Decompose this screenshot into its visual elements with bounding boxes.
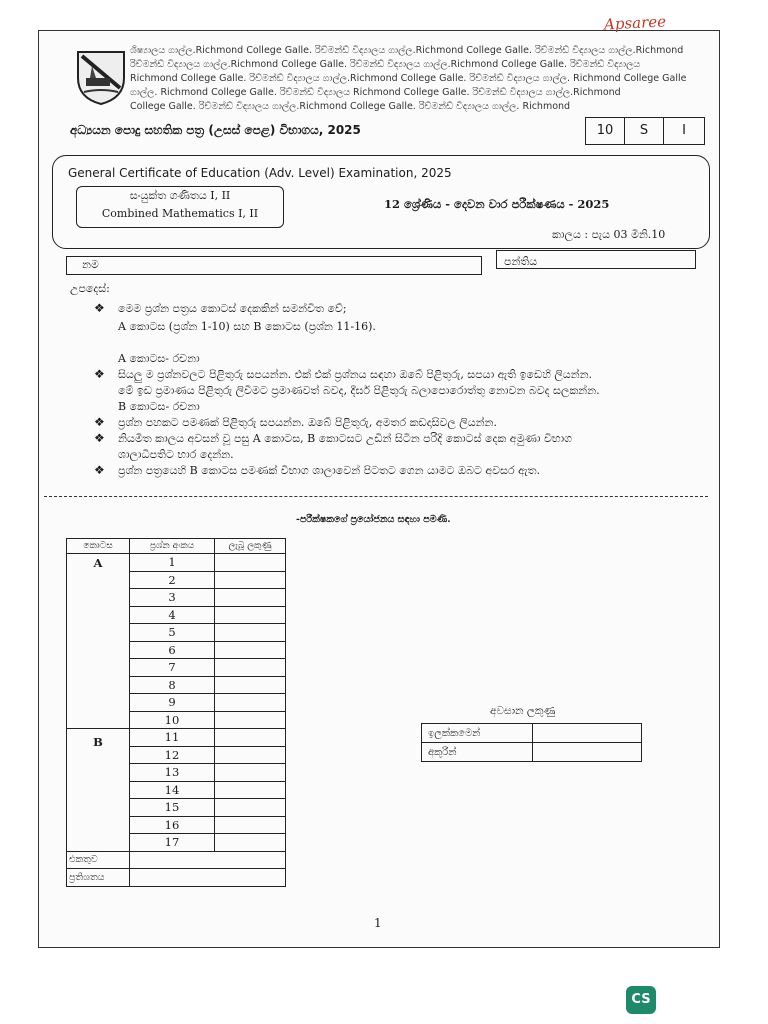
certificate-title: General Certificate of Education (Adv. Level) Examination, 2025 [68, 166, 452, 180]
question-number: 17 [130, 834, 215, 852]
final-marks-table [421, 723, 642, 762]
marks-cell[interactable] [215, 781, 286, 799]
instruction-line: ශාලාධිපතිට භාර දෙන්න. [118, 448, 234, 461]
name-label: නම [82, 258, 99, 271]
header-question-no: ප්‍රශ්න අංකය [130, 539, 215, 554]
subject-sinhala: සංයුක්ත ගණිතය I, II [129, 189, 231, 202]
total-cell[interactable] [130, 851, 286, 869]
exam-duration: කාලය : පැය 03 මිනි.10 [552, 228, 666, 241]
subject-english: Combined Mathematics I, II [101, 207, 259, 220]
question-number: 6 [130, 641, 215, 659]
instruction-line: B කොටස- රචනා [118, 400, 200, 413]
bullet-icon: ❖ [94, 431, 105, 445]
marks-cell[interactable] [215, 676, 286, 694]
marks-cell[interactable] [215, 659, 286, 677]
paper-code-medium: S [625, 118, 664, 144]
handwritten-name: Apsaree [603, 12, 667, 34]
part-a-label: A [67, 554, 130, 729]
instruction-line: නියමිත කාලය අවසන් වූ පසු A කොටස, B කොටසට උඩින් සිටින පරිදි කොටස් දෙක අමුණා විභාග [118, 432, 572, 445]
page-number: 1 [374, 916, 382, 930]
total-label: එකතුව [67, 851, 130, 869]
school-banner [130, 44, 708, 114]
bullet-icon: ❖ [94, 415, 105, 429]
marks-cell[interactable] [215, 799, 286, 817]
table-row [422, 743, 642, 762]
instruction-line: මෙම ප්‍රශ්න පත්‍රය කොටස් දෙකකින් සමන්විත වේ; [118, 302, 347, 315]
marks-cell[interactable] [215, 694, 286, 712]
paper-code-box [585, 117, 705, 145]
banner-line: College Galle. රිච්මන්ඩ් විද්‍යාලය ගාල්ල.Richmond College Galle. රිච්මන්ඩ් විද්‍යාලය ගාල්ල. Richmond [130, 101, 571, 112]
instructions-heading: උපදෙස්: [70, 282, 110, 295]
term-test-title: 12 ශ්‍රේණිය - දෙවන වාර පරීක්ෂණය - 2025 [384, 197, 610, 211]
camscanner-badge-icon: CS [626, 986, 656, 1014]
marks-cell[interactable] [215, 606, 286, 624]
banner-line: ශිෂ්‍යාලය ගාල්ල.Richmond College Galle. රිච්මන්ඩ් විද්‍යාලය ගාල්ල.Richmond College Galle. රිච්මන්ඩ් විද්‍යාලය ගාල්ල.Richmond [130, 45, 684, 56]
question-number: 9 [130, 694, 215, 712]
in-words-label: අකුරින් [422, 743, 533, 762]
table-row [67, 554, 286, 572]
in-numbers-label: ඉලක්කමෙන් [422, 724, 533, 743]
marks-cell[interactable] [215, 641, 286, 659]
instruction-line: A කොටස (ප්‍රශ්න 1-10) සහ B කොටස (ප්‍රශ්න 11-16). [118, 320, 376, 333]
marks-cell[interactable] [215, 554, 286, 572]
question-number: 4 [130, 606, 215, 624]
marks-cell[interactable] [215, 816, 286, 834]
class-field[interactable] [496, 250, 696, 269]
examiner-note: -පරීක්ෂකගේ ප්‍රයෝජනය සඳහා පමණි. [296, 514, 451, 525]
question-number: 2 [130, 571, 215, 589]
marks-cell[interactable] [215, 711, 286, 729]
paper-code-paper: I [682, 123, 686, 138]
question-number: 8 [130, 676, 215, 694]
header-marks: ලැබූ ලකුණු [215, 539, 286, 554]
percentage-row [67, 869, 286, 887]
banner-line: ගාල්ල. Richmond College Galle. රිච්මන්ඩ් විද්‍යාලය Richmond College Galle. රිච්මන්ඩ් විද්‍යාලය ගාල්ල.Richmond [130, 87, 621, 98]
banner-line: රිච්මන්ඩ් විද්‍යාලය ගාල්ල.Richmond College Galle. රිච්මන්ඩ් විද්‍යාලය ගාල්ල.Richmond College Galle. රිච්මන්ඩ් විද්‍යාලය [130, 59, 641, 70]
marks-cell[interactable] [215, 764, 286, 782]
question-number: 1 [130, 554, 215, 572]
question-number: 3 [130, 589, 215, 607]
name-field[interactable] [66, 256, 482, 275]
question-number: 10 [130, 711, 215, 729]
marks-cell[interactable] [215, 571, 286, 589]
marks-cell[interactable] [215, 834, 286, 852]
bullet-icon: ❖ [94, 463, 105, 477]
in-words-field[interactable] [533, 743, 642, 762]
question-number: 16 [130, 816, 215, 834]
question-number: 11 [130, 729, 215, 747]
question-number: 12 [130, 746, 215, 764]
question-number: 13 [130, 764, 215, 782]
marks-table [66, 538, 286, 887]
instruction-line: A කොටස- රචනා [118, 352, 200, 365]
question-number: 7 [130, 659, 215, 677]
table-row [422, 724, 642, 743]
percentage-label: ප්‍රතිශතය [67, 869, 130, 887]
exam-title-sinhala: අධ්‍යයන පොදු සහතික පත්‍ර (උසස් පෙළ) විභාගය, 2025 [70, 123, 361, 137]
subject-box [76, 186, 284, 228]
header-part: කොටස [67, 539, 130, 554]
instruction-line: මේ ඉඩ ප්‍රමාණය පිළිතුරු ලිවීමට ප්‍රමාණවත් බවද, දීර්ඝ පිළිතුරු බලාපොරොත්තු නොවන බවද සලකන්න. [118, 384, 600, 397]
instruction-line: සියලු ම ප්‍රශ්නවලට පිළිතුරු සපයන්න. එක් එක් ප්‍රශ්නය සඳහා ඔබේ පිළිතුරු, සපයා ඇති ඉඩෙහි ලියන්න. [118, 368, 593, 381]
bullet-icon: ❖ [94, 301, 105, 315]
bullet-icon: ❖ [94, 367, 105, 381]
marks-table-header [67, 539, 286, 554]
college-crest-logo [74, 48, 128, 106]
class-label: පන්තිය [504, 255, 538, 268]
table-row [67, 729, 286, 747]
question-number: 14 [130, 781, 215, 799]
in-numbers-field[interactable] [533, 724, 642, 743]
total-row [67, 851, 286, 869]
banner-line: Richmond College Galle. රිච්මන්ඩ් විද්‍යාලය ගාල්ල.Richmond College Galle. රිච්මන්ඩ් විද්‍යාලය ගාල්ල. Richmond College Galle [130, 73, 687, 84]
marks-cell[interactable] [215, 729, 286, 747]
marks-cell[interactable] [215, 589, 286, 607]
marks-cell[interactable] [215, 746, 286, 764]
marks-cell[interactable] [215, 624, 286, 642]
question-number: 5 [130, 624, 215, 642]
part-b-label: B [67, 729, 130, 852]
cut-line-divider [44, 496, 708, 497]
question-number: 15 [130, 799, 215, 817]
percentage-cell[interactable] [130, 869, 286, 887]
instruction-line: ප්‍රශ්න පත්‍රයෙහි B කොටස පමණක් විභාග ශාලාවෙන් පිටතට ගෙන යාමට ඔබට අවසර ඇත. [118, 464, 541, 477]
paper-code-subject: 10 [586, 118, 625, 144]
final-marks-label: අවසාන ලකුණු [490, 705, 556, 717]
instruction-line: ප්‍රශ්න පහකට පමණක් පිළිතුරු සපයන්න. ඔබේ පිළිතුරු, අමතර කඩදාසිවල ලියන්න. [118, 416, 497, 429]
